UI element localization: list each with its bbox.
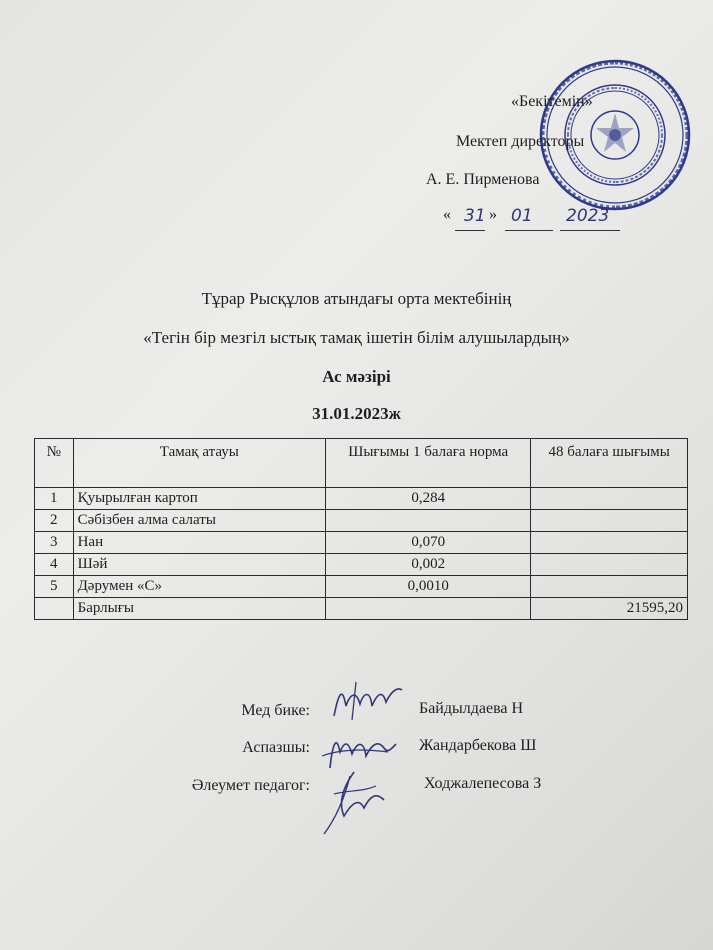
table-row <box>35 554 688 576</box>
date-open-quote: « <box>443 206 451 223</box>
row-number: 4 <box>35 554 74 576</box>
row-dish-name: Сәбізбен алма салаты <box>73 510 325 532</box>
signature-role: Мед бике: <box>241 702 310 719</box>
table-row <box>35 510 688 532</box>
row-dish-name: Қуырылған картоп <box>73 488 325 510</box>
row-dish-name: Нан <box>73 532 325 554</box>
signature-name: Жандарбекова Ш <box>419 737 537 754</box>
row-norm <box>326 510 531 532</box>
table-row <box>35 488 688 510</box>
menu-date: 31.01.2023ж <box>312 404 401 423</box>
total-row-number <box>35 598 74 620</box>
row-norm: 0,002 <box>326 554 531 576</box>
header-dish-name: Тамақ атауы <box>73 439 325 488</box>
table-row <box>35 576 688 598</box>
row-number: 2 <box>35 510 74 532</box>
program-title: «Тегін бір мезгіл ыстық тамақ ішетін білім алушылардың» <box>143 328 570 347</box>
handwritten-signature <box>326 676 406 722</box>
table-header-row <box>35 439 688 488</box>
row-total <box>531 510 688 532</box>
total-value: 21595,20 <box>531 598 688 620</box>
signature-role: Әлеумет педагог: <box>191 777 310 794</box>
school-title: Тұрар Рысқұлов атындағы орта мектебінің <box>201 289 512 308</box>
total-norm <box>326 598 531 620</box>
row-number: 1 <box>35 488 74 510</box>
table-row <box>35 532 688 554</box>
header-total: 48 балаға шығымы <box>531 439 688 488</box>
signature-role: Аспазшы: <box>242 739 310 756</box>
director-name: А. Е. Пирменова <box>426 171 540 188</box>
row-number: 3 <box>35 532 74 554</box>
approve-heading: «Бекітемін» <box>511 93 593 110</box>
signature-name: Ходжалепесова З <box>424 775 542 792</box>
row-dish-name: Шәй <box>73 554 325 576</box>
row-number: 5 <box>35 576 74 598</box>
row-total <box>531 576 688 598</box>
menu-title: Ас мәзірі <box>322 367 391 386</box>
row-total <box>531 532 688 554</box>
director-title: Мектеп директоры <box>456 133 585 150</box>
date-day: 31 <box>464 206 486 226</box>
header-number: № <box>35 439 74 488</box>
date-year: 2023 <box>566 206 610 226</box>
date-day-underline <box>455 230 485 231</box>
row-dish-name: Дәрумен «С» <box>73 576 325 598</box>
row-norm: 0,0010 <box>326 576 531 598</box>
date-month-underline <box>505 230 553 231</box>
header-norm: Шығымы 1 балаға норма <box>326 439 531 488</box>
row-norm: 0,070 <box>326 532 531 554</box>
row-total <box>531 554 688 576</box>
menu-table <box>34 438 688 620</box>
handwritten-signature <box>314 766 394 838</box>
date-month: 01 <box>511 206 533 226</box>
row-norm: 0,284 <box>326 488 531 510</box>
date-year-underline <box>560 230 620 231</box>
row-total <box>531 488 688 510</box>
date-close-quote: » <box>489 206 497 223</box>
table-total-row <box>35 598 688 620</box>
total-label: Барлығы <box>73 598 325 620</box>
signature-name: Байдылдаева Н <box>419 700 524 717</box>
